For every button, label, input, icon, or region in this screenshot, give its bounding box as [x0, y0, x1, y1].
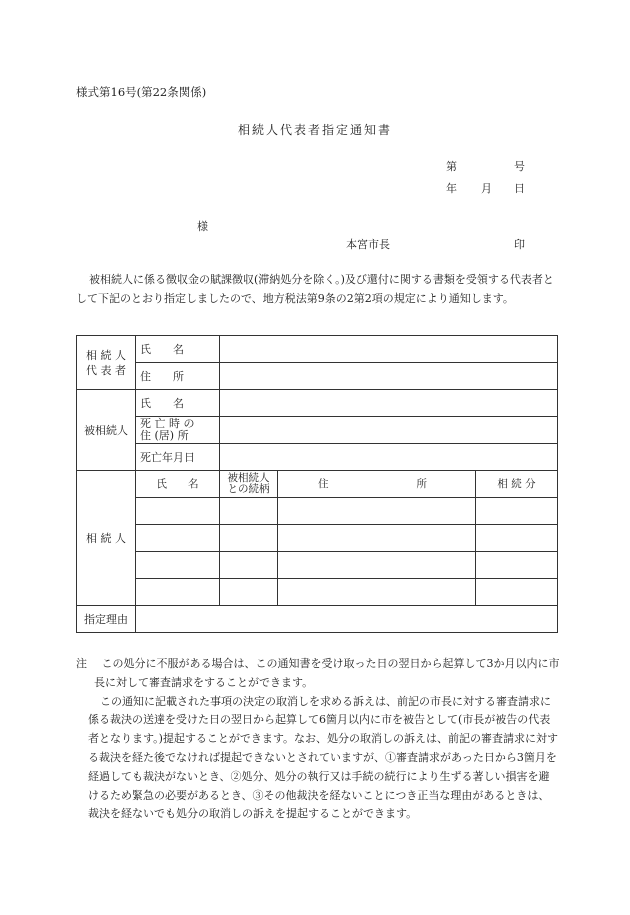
seal-mark: 印	[514, 238, 525, 251]
note-2: この通知に記載された事項の決定の取消しを求める訴えは、前記の市長に対する審査請求に係る裁決の送達を受けた日の翌日から起算して6箇月以内に市を被告として(市長が被告の代表者となります。)提起することができます。なお、処分の取消しの訴えは、前記の審査請求に対する裁決を経た後でなければ提起できないとされていますが、①審査請求があった日から3箇月を経過しても裁決がないとき、②処分、処分の執行又は手続の続行により生ずる著しい損害を避けるため緊急の必要があるとき、③その他裁決を経ないことにつき正当な理由があるときは、裁決を経ないでも処分の取消しの訴えを提起することができます。	[88, 694, 559, 821]
heir-share-field[interactable]	[476, 498, 558, 525]
heirs-col-relation: 被相続人 との続柄	[220, 471, 278, 498]
dec-address-field[interactable]	[220, 417, 558, 444]
document-title: 相続人代表者指定通知書	[237, 123, 392, 137]
heir-address-field[interactable]	[278, 498, 476, 525]
heir-address-field[interactable]	[278, 552, 476, 579]
table-row	[77, 363, 558, 390]
table-row	[77, 417, 558, 444]
designation-table	[76, 335, 558, 633]
heir-share-field[interactable]	[476, 579, 558, 606]
note-mark: 注	[76, 657, 87, 670]
rep-name-label: 氏 名	[136, 336, 220, 363]
heir-address-field[interactable]	[278, 525, 476, 552]
heir-share-field[interactable]	[476, 552, 558, 579]
heir-name-field[interactable]	[136, 552, 220, 579]
dec-address-label: 死 亡 時 の 住 (居) 所	[136, 417, 220, 444]
sender-name: 本宮市長	[346, 238, 390, 251]
rep-address-label: 住 所	[136, 363, 220, 390]
intro-paragraph: 被相続人に係る徴収金の賦課徴収(滞納処分を除く。)及び還付に関する書類を受領する代表者として下記のとおり指定しましたので、地方税法第9条の2第2項の規定により通知します。	[76, 273, 554, 305]
table-row	[77, 498, 558, 525]
table-row	[77, 525, 558, 552]
dec-name-label: 氏 名	[136, 390, 220, 417]
doc-no-suffix: 号	[514, 160, 525, 173]
reason-label: 指定理由	[77, 606, 136, 633]
note-1: 注 この処分に不服がある場合は、この通知書を受け取った日の翌日から起算して3か月以内に市長に対して審査請求をすることができます。	[76, 657, 560, 689]
table-row	[77, 471, 558, 498]
heirs-col-share: 相 続 分	[476, 471, 558, 498]
table-row	[77, 444, 558, 471]
table-row	[77, 390, 558, 417]
dec-death-date-field[interactable]	[220, 444, 558, 471]
reason-field[interactable]	[136, 606, 558, 633]
heir-relation-field[interactable]	[220, 552, 278, 579]
heirs-col-address: 住 所	[278, 471, 476, 498]
notes-section	[76, 655, 560, 824]
addressee-suffix: 様	[197, 220, 208, 233]
representative-group-label: 相 続 人 代 表 者	[77, 336, 136, 390]
date-day: 日	[514, 182, 525, 195]
heir-relation-field[interactable]	[220, 525, 278, 552]
doc-no-label: 第	[446, 160, 457, 173]
table-row	[77, 336, 558, 363]
heir-relation-field[interactable]	[220, 579, 278, 606]
form-number: 様式第16号(第22条関係)	[76, 85, 207, 99]
decedent-group-label: 被相続人	[77, 390, 136, 471]
table-row	[77, 606, 558, 633]
heir-name-field[interactable]	[136, 498, 220, 525]
table-row	[77, 552, 558, 579]
rep-name-field[interactable]	[220, 336, 558, 363]
heirs-col-name: 氏 名	[136, 471, 220, 498]
heir-relation-field[interactable]	[220, 498, 278, 525]
heir-share-field[interactable]	[476, 525, 558, 552]
heirs-group-label: 相 続 人	[77, 471, 136, 606]
dec-death-date-label: 死亡年月日	[136, 444, 220, 471]
table-row	[77, 579, 558, 606]
heir-address-field[interactable]	[278, 579, 476, 606]
dec-name-field[interactable]	[220, 390, 558, 417]
date-month: 月	[481, 182, 492, 195]
heir-name-field[interactable]	[136, 525, 220, 552]
heir-name-field[interactable]	[136, 579, 220, 606]
date-year: 年	[446, 182, 457, 195]
rep-address-field[interactable]	[220, 363, 558, 390]
